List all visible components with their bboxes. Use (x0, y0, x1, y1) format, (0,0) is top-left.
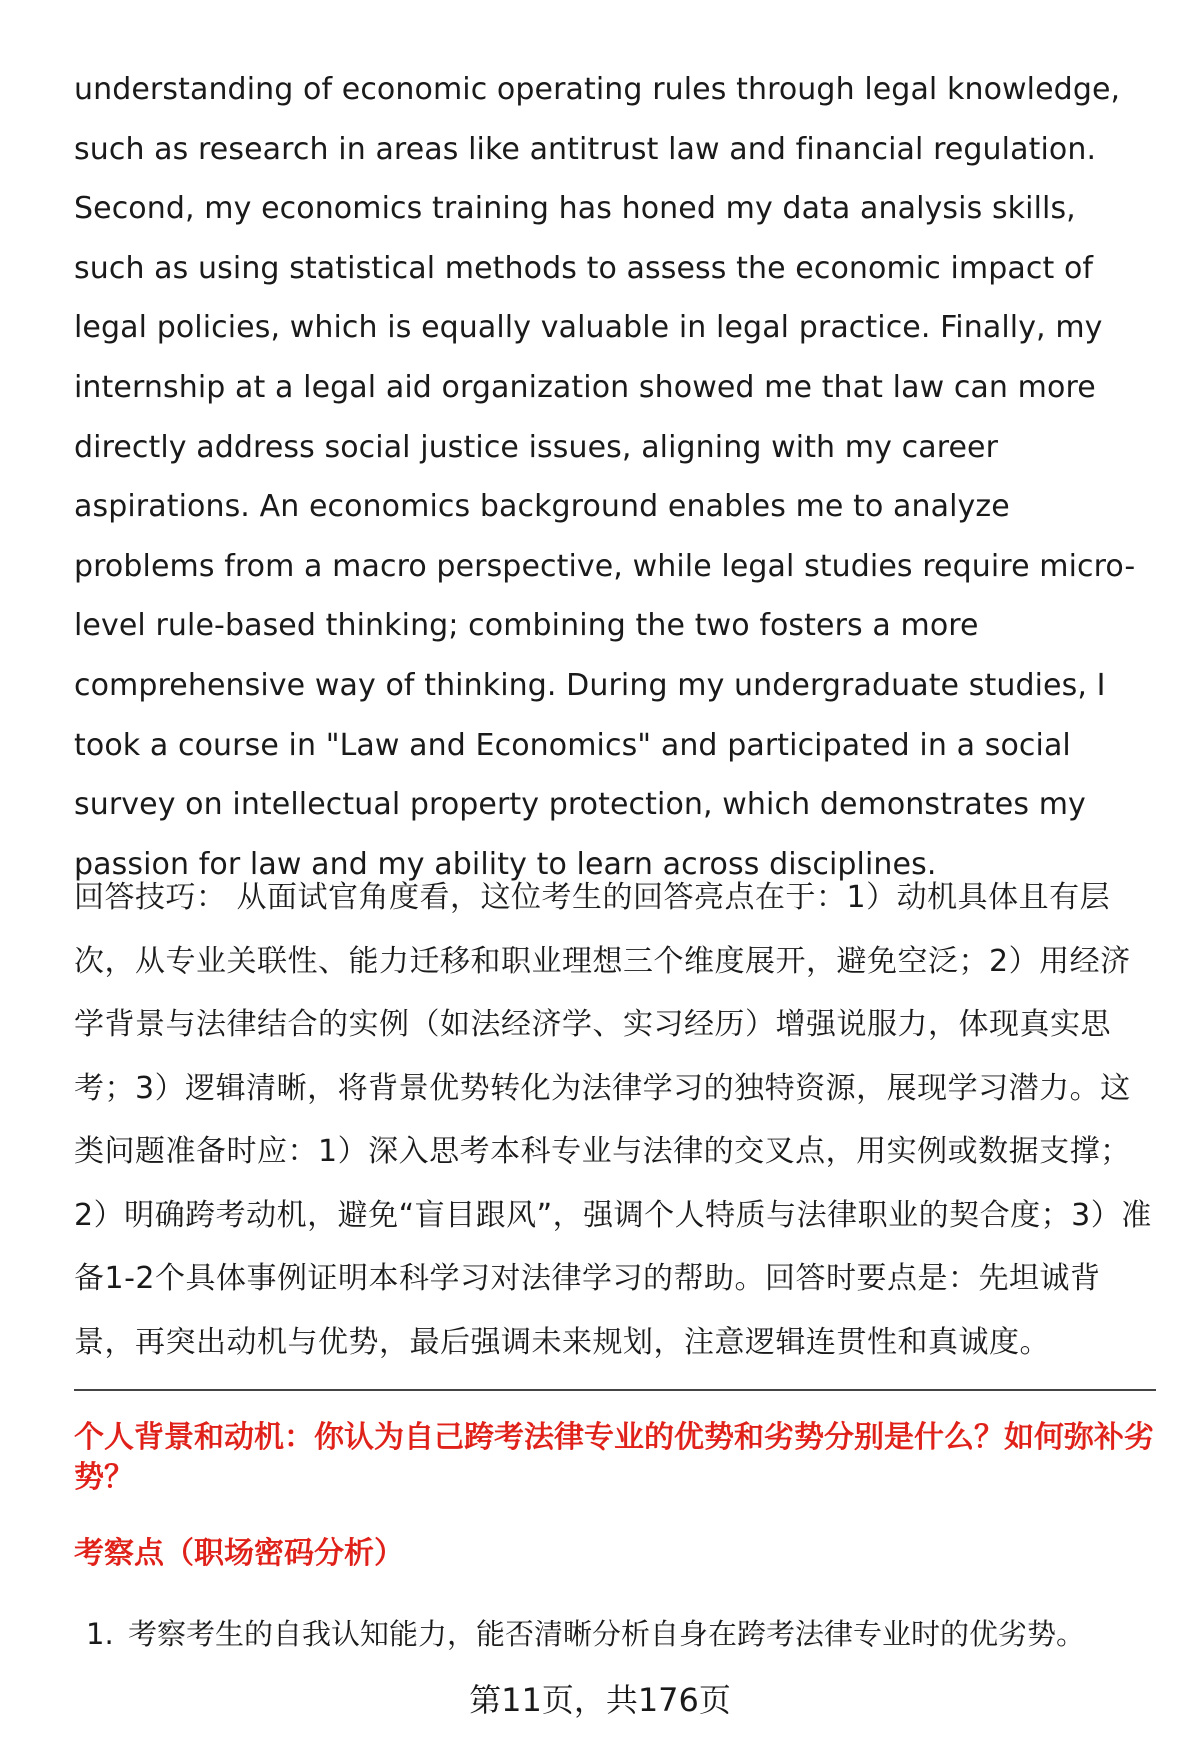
question-heading: 个人背景和动机：你认为自己跨考法律专业的优势和劣势分别是什么？如何弥补劣势？ (74, 1420, 1154, 1495)
list-item-number: 1. (86, 1617, 114, 1651)
section-subheading: 考察点（职场密码分析） (74, 1536, 404, 1571)
answer-tips-paragraph: 回答技巧： 从面试官角度看，这位考生的回答亮点在于：1）动机具体且有层次，从专业关联性、能力迁移和职业理想三个维度展开，避免空泛；2）用经济学背景与法律结合的实例（如法经济学、实习经历）增强说服力，体现真实思考；3）逻辑清晰，将背景优势转化为法律学习的独特资源，展现学习潜力。这类问题准备时应：1）深入思考本科专业与法律的交叉点，用实例或数据支撑；2）明确跨考动机，避免“盲目跟风”，强调个人特质与法律职业的契合度；3）准备1-2个具体事例证明本科学习对法律学习的帮助。回答时要点是：先坦诚背景，再突出动机与优势，最后强调未来规划，注意逻辑连贯性和真诚度。 (74, 880, 1152, 1360)
list-item-text: 考察考生的自我认知能力，能否清晰分析自身在跨考法律专业时的优劣势。 (128, 1617, 1086, 1651)
answer-paragraph-english: understanding of economic operating rules through legal knowledge, such as research in areas like antitrust law and financial regulation. Second, my economics training has honed my data analysis skills, such as using statistical methods to assess the economic impact of legal policies, which is equally valuable in legal practice. Finally, my internship at a legal aid organization showed me that law can more directly address social justice issues, aligning with my career aspirations. An economics background enables me to analyze problems from a macro perspective, while legal studies require micro-level rule-based thinking; combining the two fosters a more comprehensive way of thinking. During my undergraduate studies, I took a course in "Law and Economics" and participated in a social survey on intellectual property protection, which demonstrates my passion for law and my ability to learn across disciplines. (74, 72, 1136, 882)
page-number-footer: 第11页，共176页 (469, 1681, 731, 1719)
section-divider (74, 1389, 1156, 1391)
list-item (86, 1614, 1166, 1654)
points-list (86, 1614, 1166, 1654)
